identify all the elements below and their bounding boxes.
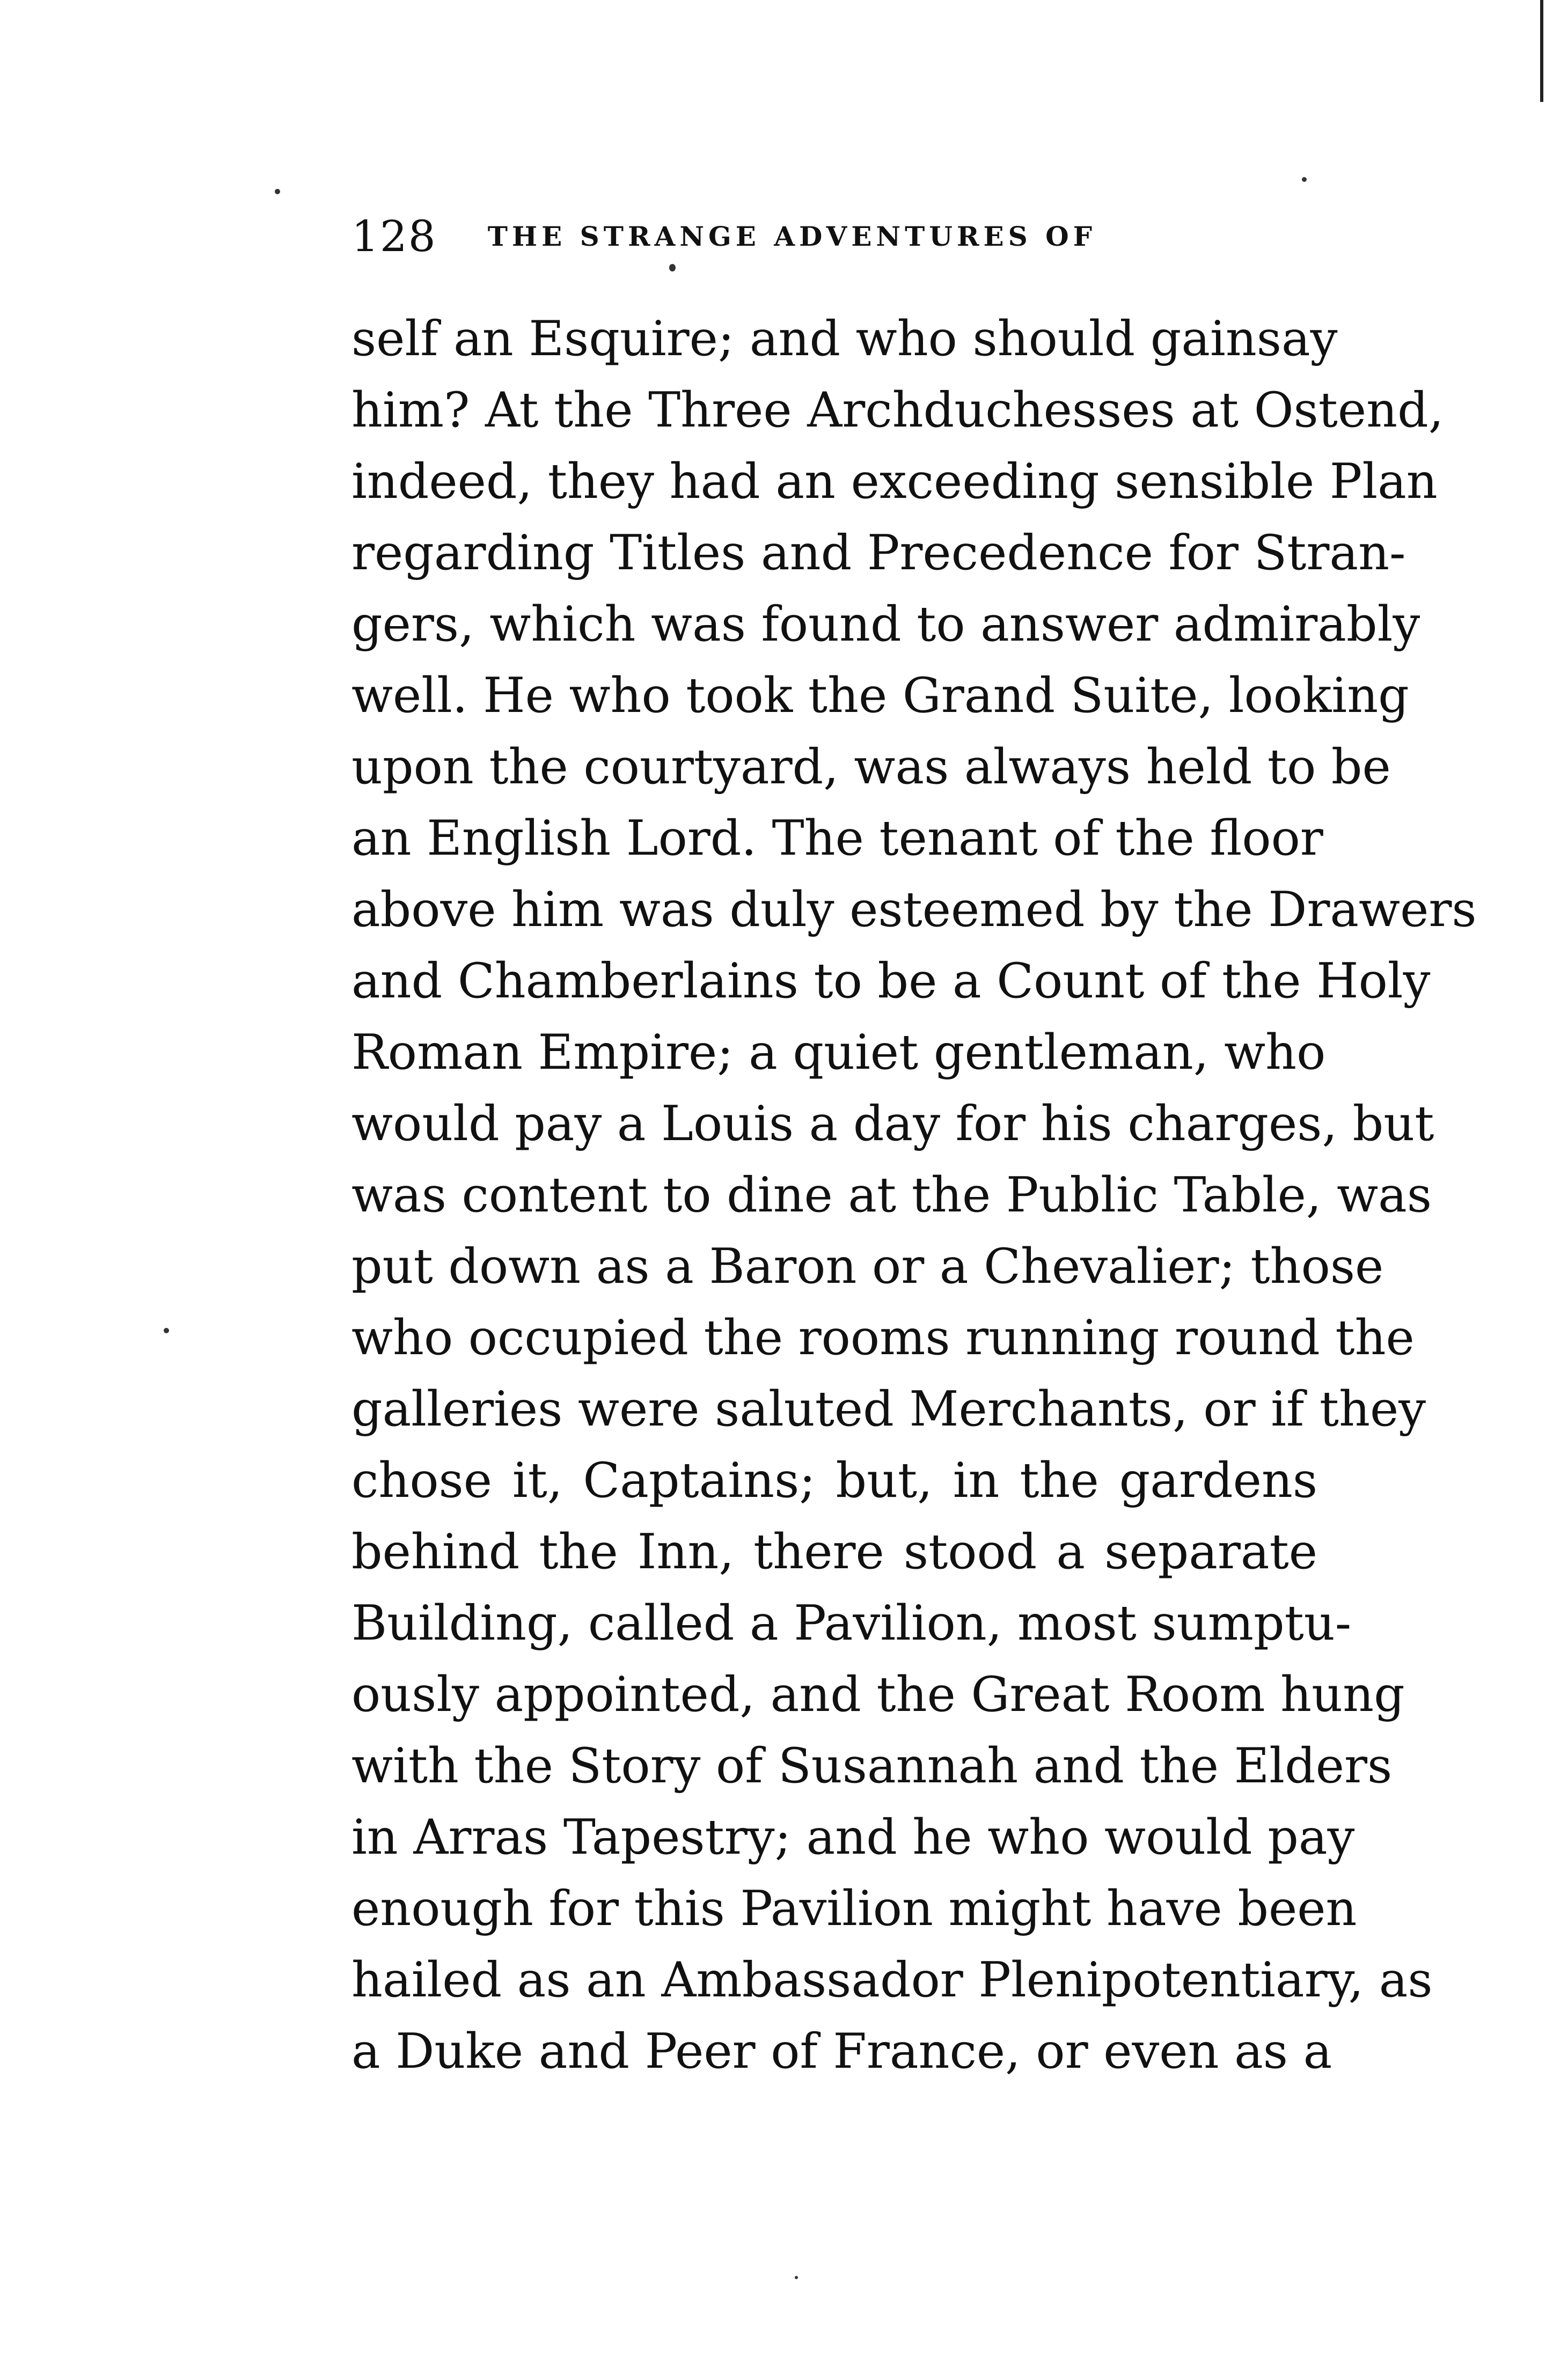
- text-line: enough for this Pavilion might have been: [351, 1881, 1357, 1937]
- text-line: chose it, Captains; but, in the gardens: [351, 1452, 1317, 1509]
- text-line: him? At the Three Archduchesses at Ostend,: [351, 382, 1444, 438]
- text-line: was content to dine at the Public Table, was: [351, 1167, 1432, 1223]
- text-line: hailed as an Ambassador Plenipotentiary, as: [351, 1952, 1433, 2008]
- text-line: regarding Titles and Precedence for Stran-: [351, 525, 1406, 581]
- body-text: [351, 303, 1477, 2087]
- text-line: galleries were saluted Merchants, or if they: [351, 1381, 1426, 1437]
- text-line: upon the courtyard, was always held to be: [351, 739, 1391, 795]
- text-line: an English Lord. The tenant of the floor: [351, 810, 1323, 866]
- ink-speck: [164, 1328, 169, 1333]
- page-number: 128: [351, 211, 437, 261]
- text-line: a Duke and Peer of France, or even as a: [351, 2023, 1332, 2080]
- ink-speck: [795, 2276, 798, 2279]
- text-line: in Arras Tapestry; and he who would pay: [351, 1809, 1355, 1865]
- text-line: indeed, they had an exceeding sensible Plan: [351, 453, 1438, 510]
- text-line: put down as a Baron or a Chevalier; those: [351, 1238, 1384, 1295]
- text-line: Building, called a Pavilion, most sumptu-: [351, 1595, 1352, 1651]
- ink-speck: [1302, 177, 1307, 182]
- text-line: self an Esquire; and who should gainsay: [351, 311, 1338, 367]
- text-line: and Chamberlains to be a Count of the Holy: [351, 953, 1431, 1009]
- page-header: [351, 204, 1344, 268]
- running-title: THE STRANGE ADVENTURES OF: [487, 220, 1097, 252]
- text-line: ously appointed, and the Great Room hung: [351, 1666, 1405, 1723]
- page-edge-mark: [1540, 0, 1543, 102]
- text-line: with the Story of Susannah and the Elders: [351, 1738, 1393, 1794]
- text-line: above him was duly esteemed by the Drawers: [351, 882, 1477, 938]
- text-line: behind the Inn, there stood a separate: [351, 1524, 1317, 1580]
- text-line: well. He who took the Grand Suite, looking: [351, 667, 1409, 724]
- text-line: who occupied the rooms running round the: [351, 1310, 1415, 1366]
- text-line: would pay a Louis a day for his charges, but: [351, 1096, 1434, 1152]
- text-line: Roman Empire; a quiet gentleman, who: [351, 1024, 1326, 1081]
- ink-speck: [275, 189, 280, 194]
- text-line: gers, which was found to answer admirably: [351, 596, 1420, 652]
